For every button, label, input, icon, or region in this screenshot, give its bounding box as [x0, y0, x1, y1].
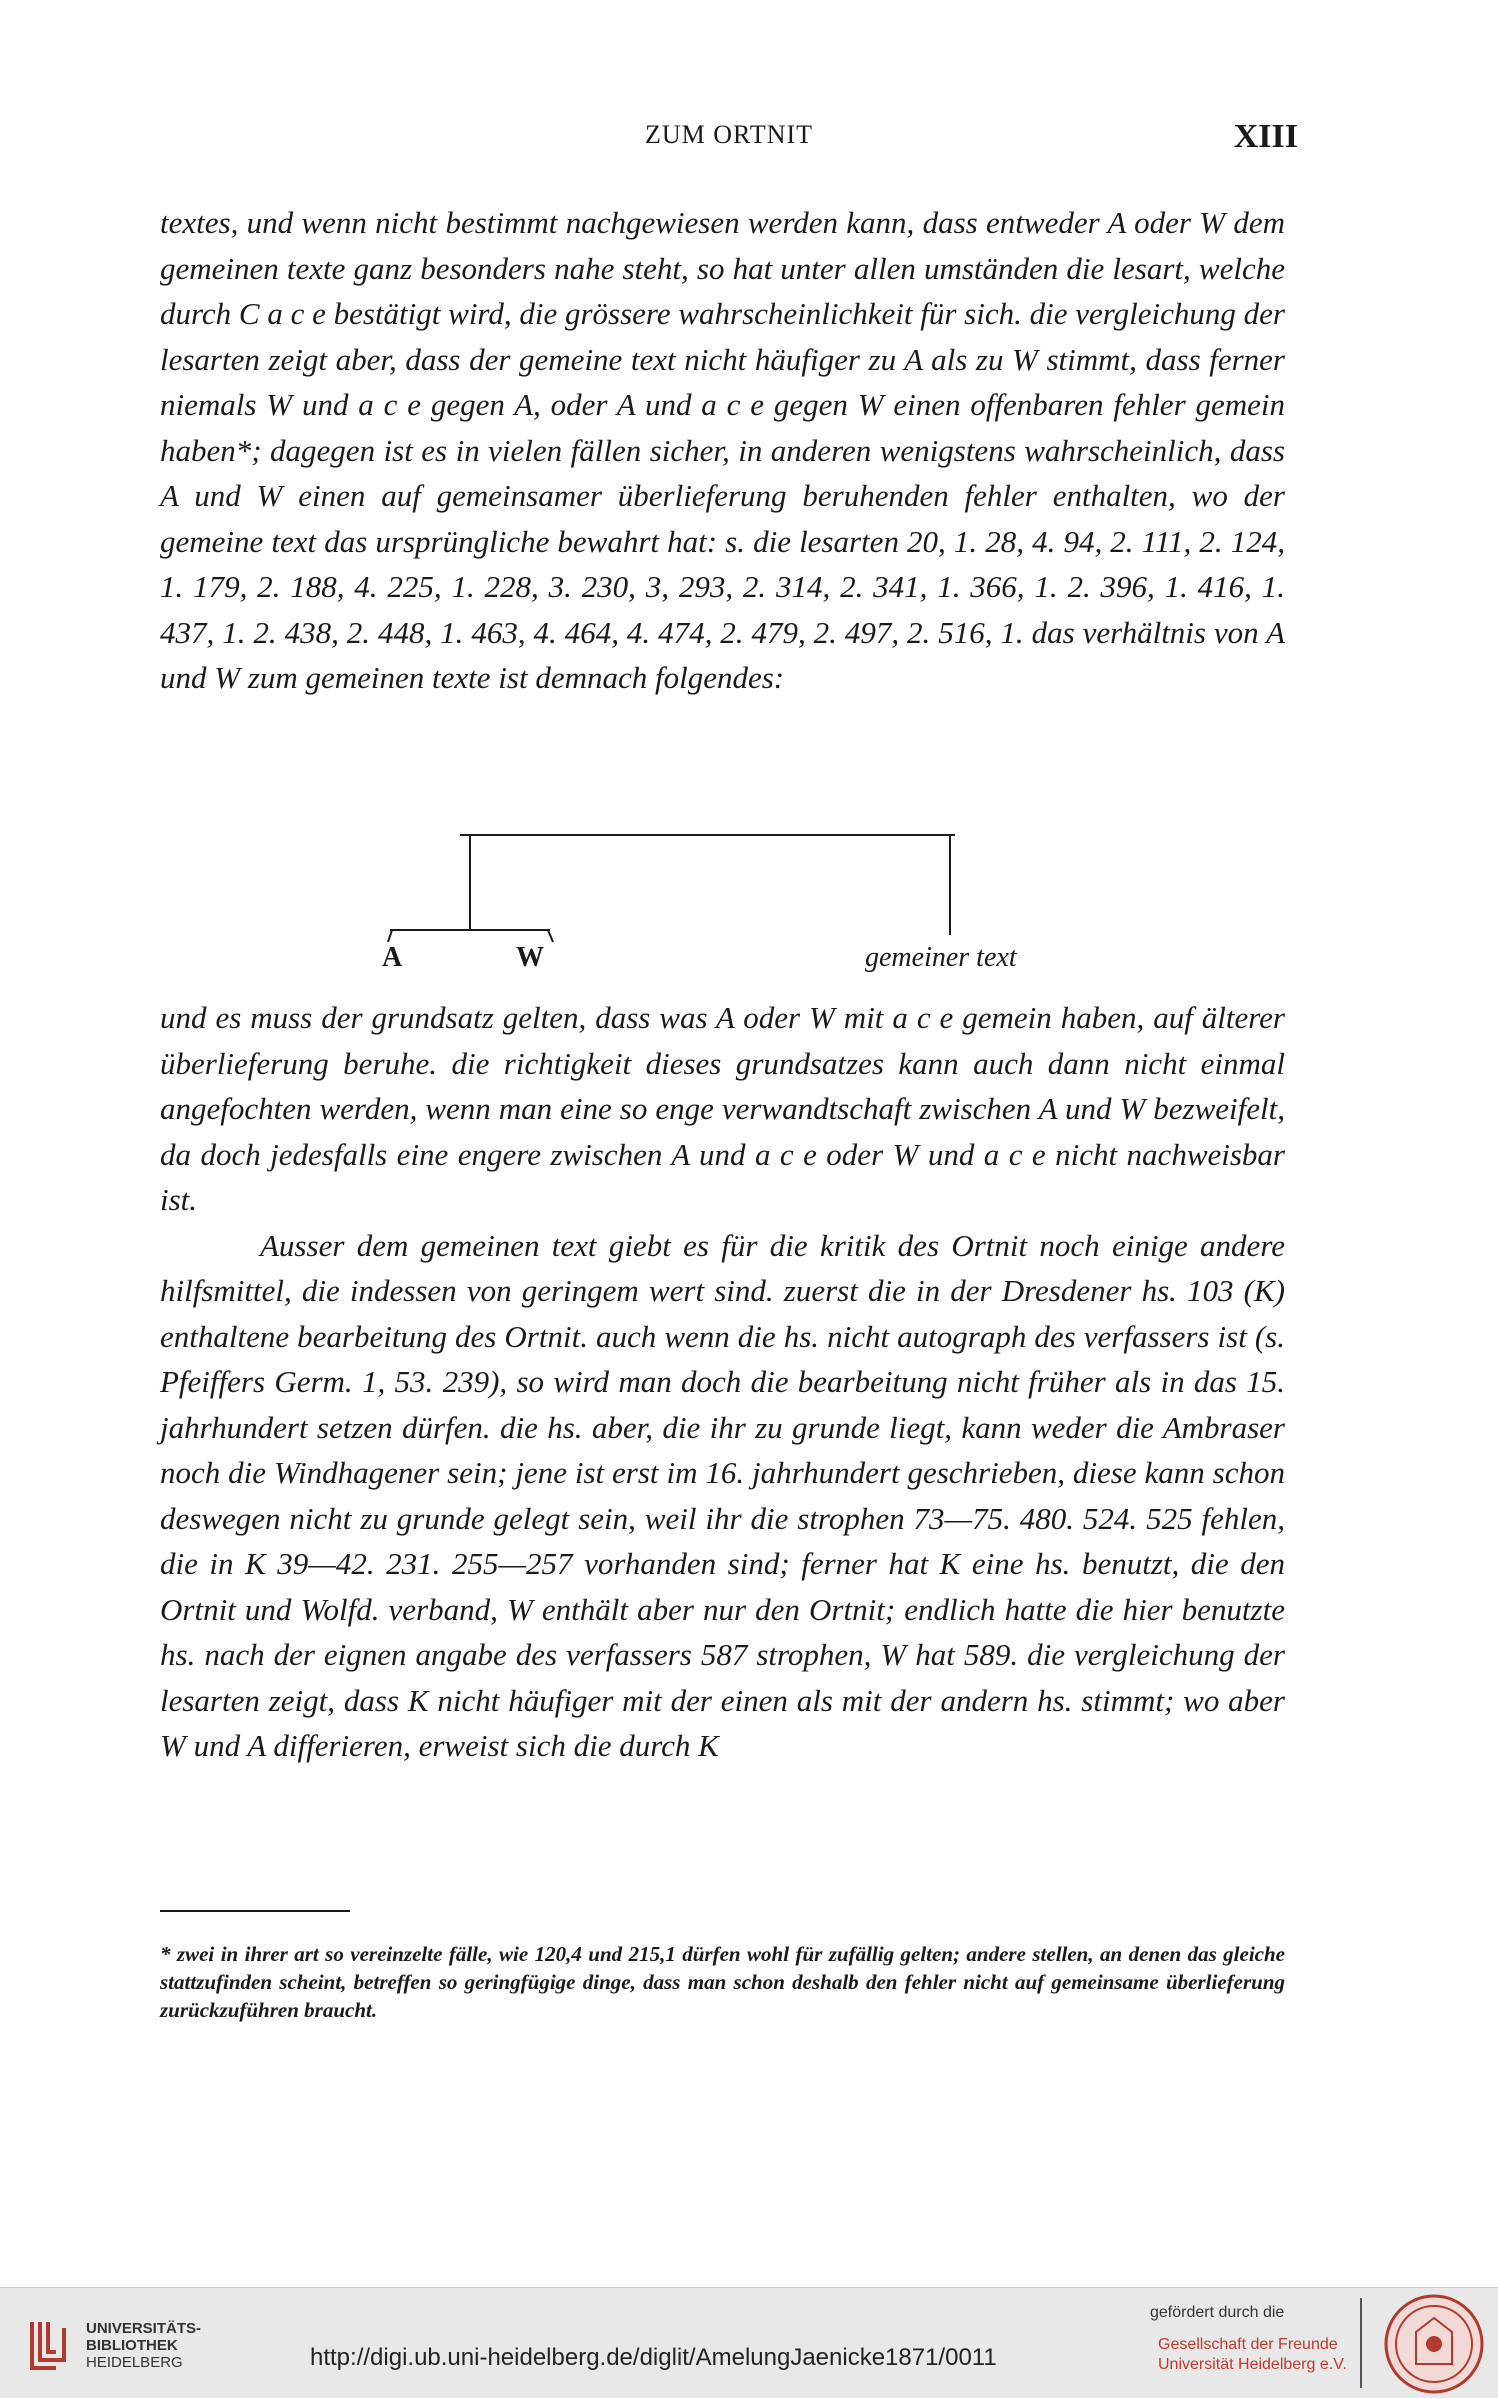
stemma-w-tick	[548, 930, 553, 942]
paragraph-2: und es muss der grundsatz gelten, dass was A oder W mit a c e gemein haben, auf älterer überlieferung beruhe. die richtigkeit dieses grundsatzes kann auch dann nicht einmal angefochten werden, wenn man eine so enge verwandtschaft zwischen A und W bezweifelt, da doch jedesfalls eine engere zwischen A und a c e oder W und a c e nicht nachweisbar ist.	[160, 1000, 1285, 1217]
library-name-line2: BIBLIOTHEK	[86, 2337, 178, 2354]
library-name	[86, 2320, 201, 2371]
library-name-line1: UNIVERSITÄTS-	[86, 2320, 202, 2337]
running-title: ZUM ORTNIT	[644, 120, 814, 149]
paragraph-3: Ausser dem gemeinen text giebt es für die kritik des Ortnit noch einige andere hilfsmittel, die indessen von geringem wert sind. zuerst die in der Dresdener hs. 103 (K) enthaltene bearbeitung des Ortnit. auch wenn die hs. nicht autograph des verfassers ist (s. Pfeiffers Germ. 1, 53. 239), so wird man doch die bearbeitung nicht früher als in das 15. jahrhundert setzen dürfen. die hs. aber, die ihr zu grunde liegt, kann weder die Ambraser noch die Windhagener sein; jene ist erst im 16. jahrhundert geschrieben, diese kann schon deswegen nicht zu grunde gelegt sein, weil ihr die strophen 73—75. 480. 524. 525 fehlen, die in K 39—42. 231. 255—257 vorhanden sind; ferner hat K eine hs. benutzt, die den Ortnit und Wolfd. verband, W enthält aber nur den Ortnit; endlich hatte die hier benutzte hs. nach der eignen angabe des verfassers 587 strophen, W hat 589. die vergleichung der lesarten zeigt, dass K nicht häufiger mit der einen als mit der andern hs. stimmt; wo aber W und A differieren, erweist sich die durch K	[160, 1227, 1285, 1763]
sponsor-label: gefördert durch die	[1150, 2304, 1285, 2321]
body-text-top	[160, 200, 1285, 701]
sponsor-name	[1158, 2335, 1347, 2375]
ub-heidelberg-logo-icon	[26, 2318, 74, 2374]
university-seal-icon	[1378, 2292, 1490, 2396]
permalink-url[interactable]: http://digi.ub.uni-heidelberg.de/diglit/AmelungJaenicke1871/0011	[310, 2344, 997, 2371]
page-number: XIII	[1233, 118, 1298, 155]
library-name-line3: HEIDELBERG	[86, 2354, 183, 2371]
stemma-label-w: W	[516, 942, 544, 973]
body-text-bottom	[160, 995, 1285, 1769]
page-header	[160, 120, 1298, 160]
stemma-diagram	[360, 820, 1080, 980]
paragraph-1: textes, und wenn nicht bestimmt nachgewiesen werden kann, dass entweder A oder W dem gemeinen texte ganz besonders nahe steht, so hat unter allen umständen die lesart, welche durch C a c e bestätigt wird, die grössere wahrscheinlichkeit für sich. die vergleichung der lesarten zeigt aber, dass der gemeine text nicht häufiger zu A als zu W stimmt, dass ferner niemals W und a c e gegen A, oder A und a c e gegen W einen offenbaren fehler gemein haben*; dagegen ist es in vielen fällen sicher, in anderen wenigstens wahrscheinlich, dass A und W einen auf gemeinsamer überlieferung beruhenden fehler enthalten, wo der gemeine text das ursprüngliche bewahrt hat: s. die lesarten 20, 1. 28, 4. 94, 2. 111, 2. 124, 1. 179, 2. 188, 4. 225, 1. 228, 3. 230, 3, 293, 2. 314, 2. 341, 1. 366, 1. 2. 396, 1. 416, 1. 437, 1. 2. 438, 2. 448, 1. 463, 4. 464, 4. 474, 2. 479, 2. 497, 2. 516, 1. das verhältnis von A und W zum gemeinen texte ist demnach folgendes:	[160, 205, 1285, 695]
sponsor-divider	[1360, 2298, 1362, 2388]
footnote-rule	[160, 1910, 350, 1912]
stemma-label-gemeiner-text: gemeiner text	[865, 942, 1017, 973]
stemma-label-a: A	[382, 942, 403, 973]
stemma-a-tick	[388, 930, 392, 942]
footnote: * zwei in ihrer art so vereinzelte fälle, wie 120,4 und 215,1 dürfen wohl für zufällig gelten; andere stellen, an denen das gleiche stattzufinden scheint, betreffen so geringfügige dinge, dass man schon deshalb den fehler nicht auf gemeinsame überlieferung zurückzuführen braucht.	[160, 1942, 1285, 2022]
sponsor-name-line2: Universität Heidelberg e.V.	[1158, 2356, 1347, 2373]
digitization-footer	[0, 2287, 1498, 2398]
sponsor-name-line1: Gesellschaft der Freunde	[1158, 2336, 1338, 2353]
